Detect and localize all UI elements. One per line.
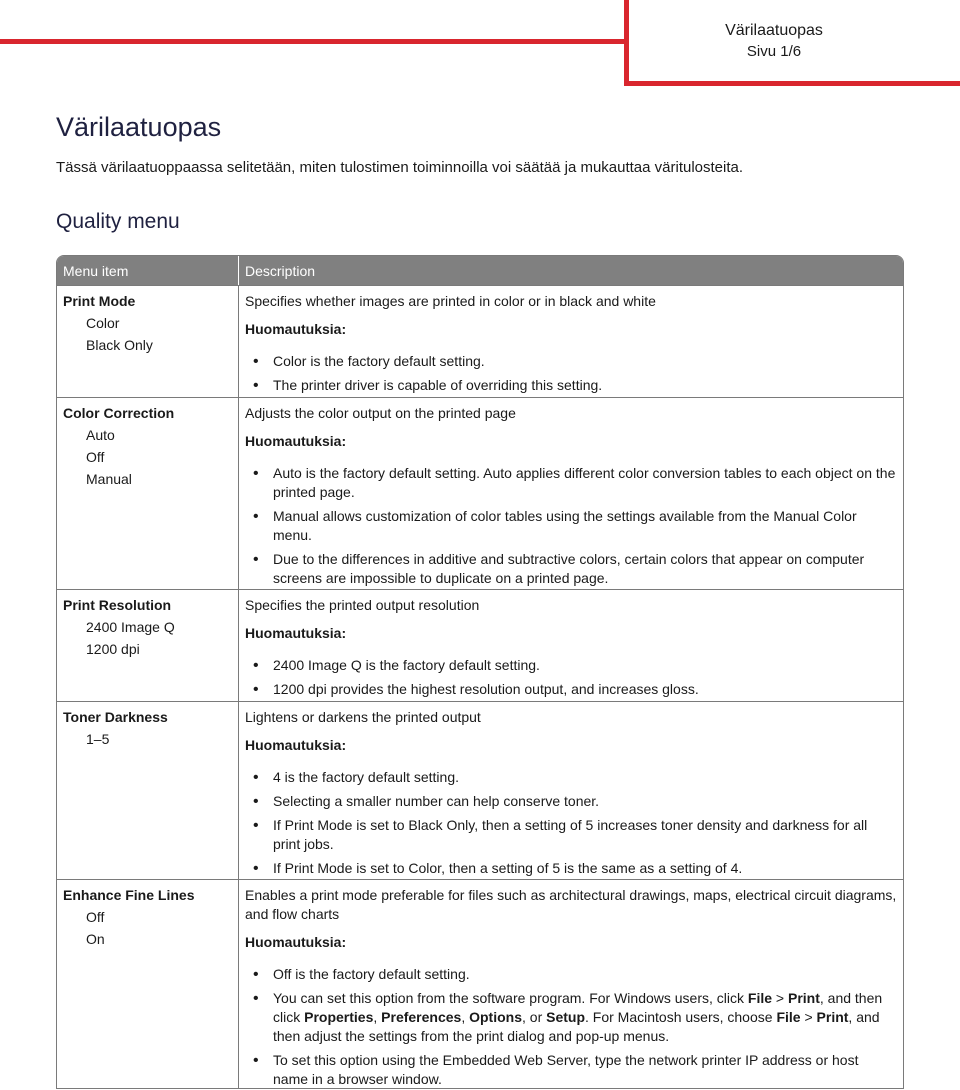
table-row [57, 589, 903, 701]
note-item: • Off is the factory default setting. [245, 965, 897, 984]
table-row [57, 879, 903, 1088]
header-title: Värilaatuopas [725, 22, 823, 39]
header-rule [0, 39, 628, 44]
table-body [57, 285, 903, 1088]
quality-menu-table [56, 255, 904, 1089]
menu-item-option: Manual [86, 471, 132, 487]
note-item: • Color is the factory default setting. [245, 352, 897, 371]
menu-item-cell [57, 590, 239, 701]
intro-text: Tässä värilaatuoppaassa selitetään, miten tulostimen toiminnoilla voi säätää ja mukauttaa väritulosteita. [56, 159, 744, 176]
notes-list [245, 965, 897, 1089]
header-description: Description [245, 263, 316, 279]
header-menu-item: Menu item [57, 256, 239, 285]
menu-item-option: Black Only [86, 337, 153, 353]
note-item: • If Print Mode is set to Color, then a setting of 5 is the same as a setting of 4. [245, 859, 897, 878]
note-item: • Auto is the factory default setting. Auto applies different color conversion tables to each object on the printed page. [245, 464, 897, 502]
table-row [57, 397, 903, 589]
description-text: Specifies the printed output resolution [245, 597, 480, 613]
menu-item-option: 1200 dpi [86, 641, 140, 657]
notes-list [245, 768, 897, 878]
note-item: • The printer driver is capable of overriding this setting. [245, 376, 897, 395]
menu-item-name: Toner Darkness [63, 709, 168, 725]
description-text: Specifies whether images are printed in color or in black and white [245, 293, 656, 309]
note-item: • To set this option using the Embedded Web Server, type the network printer IP address or host name in a browser window. [245, 1051, 897, 1089]
note-item: • Selecting a smaller number can help conserve toner. [245, 792, 897, 811]
description-cell [239, 398, 903, 589]
table-row [57, 285, 903, 397]
description-cell [239, 702, 903, 879]
page-number: Sivu 1/6 [746, 43, 802, 60]
description-text: Enables a print mode preferable for files such as architectural drawings, maps, electrical circuit diagrams, and flow charts [245, 887, 897, 922]
menu-item-option: On [86, 931, 105, 947]
note-item: • Manual allows customization of color tables using the settings available from the Manual Color menu. [245, 507, 897, 545]
notes-label: Huomautuksia: [245, 433, 347, 449]
note-item: • 1200 dpi provides the highest resolution output, and increases gloss. [245, 680, 897, 699]
description-cell [239, 590, 903, 701]
description-text: Lightens or darkens the printed output [245, 709, 481, 725]
notes-list [245, 464, 897, 588]
menu-item-option: 1–5 [86, 731, 110, 747]
note-item: • If Print Mode is set to Black Only, then a setting of 5 increases toner density and darkness for all print jobs. [245, 816, 897, 854]
table-header [57, 256, 903, 285]
menu-item-cell [57, 880, 239, 1088]
document-title: Värilaatuopas [56, 112, 222, 142]
note-item: • 4 is the factory default setting. [245, 768, 897, 787]
menu-item-name: Color Correction [63, 405, 175, 421]
menu-item-option: 2400 Image Q [86, 619, 175, 635]
menu-item-option: Off [86, 449, 105, 465]
menu-item-cell [57, 702, 239, 879]
notes-list [245, 352, 897, 395]
menu-item-option: Color [86, 315, 120, 331]
note-item: • You can set this option from the software program. For Windows users, click File > Print, and then click Properties, Preferences, Options, or Setup. For Macintosh users, choose File > Print, and then adjust the settings from the print dialog and pop-up menus. [245, 989, 897, 1046]
note-item: • 2400 Image Q is the factory default setting. [245, 656, 897, 675]
menu-item-cell [57, 398, 239, 589]
note-item: • Due to the differences in additive and subtractive colors, certain colors that appear on computer screens are impossible to duplicate on a printed page. [245, 550, 897, 588]
description-cell [239, 880, 903, 1088]
notes-label: Huomautuksia: [245, 625, 347, 641]
menu-item-cell [57, 286, 239, 397]
menu-item-name: Print Mode [63, 293, 136, 309]
notes-label: Huomautuksia: [245, 737, 347, 753]
section-title: Quality menu [56, 210, 180, 233]
description-text: Adjusts the color output on the printed page [245, 405, 516, 421]
menu-item-name: Print Resolution [63, 597, 172, 613]
table-row [57, 701, 903, 879]
menu-item-option: Auto [86, 427, 115, 443]
menu-item-name: Enhance Fine Lines [63, 887, 195, 903]
notes-list [245, 656, 897, 699]
notes-label: Huomautuksia: [245, 321, 347, 337]
description-cell [239, 286, 903, 397]
notes-label: Huomautuksia: [245, 934, 347, 950]
menu-item-option: Off [86, 909, 105, 925]
